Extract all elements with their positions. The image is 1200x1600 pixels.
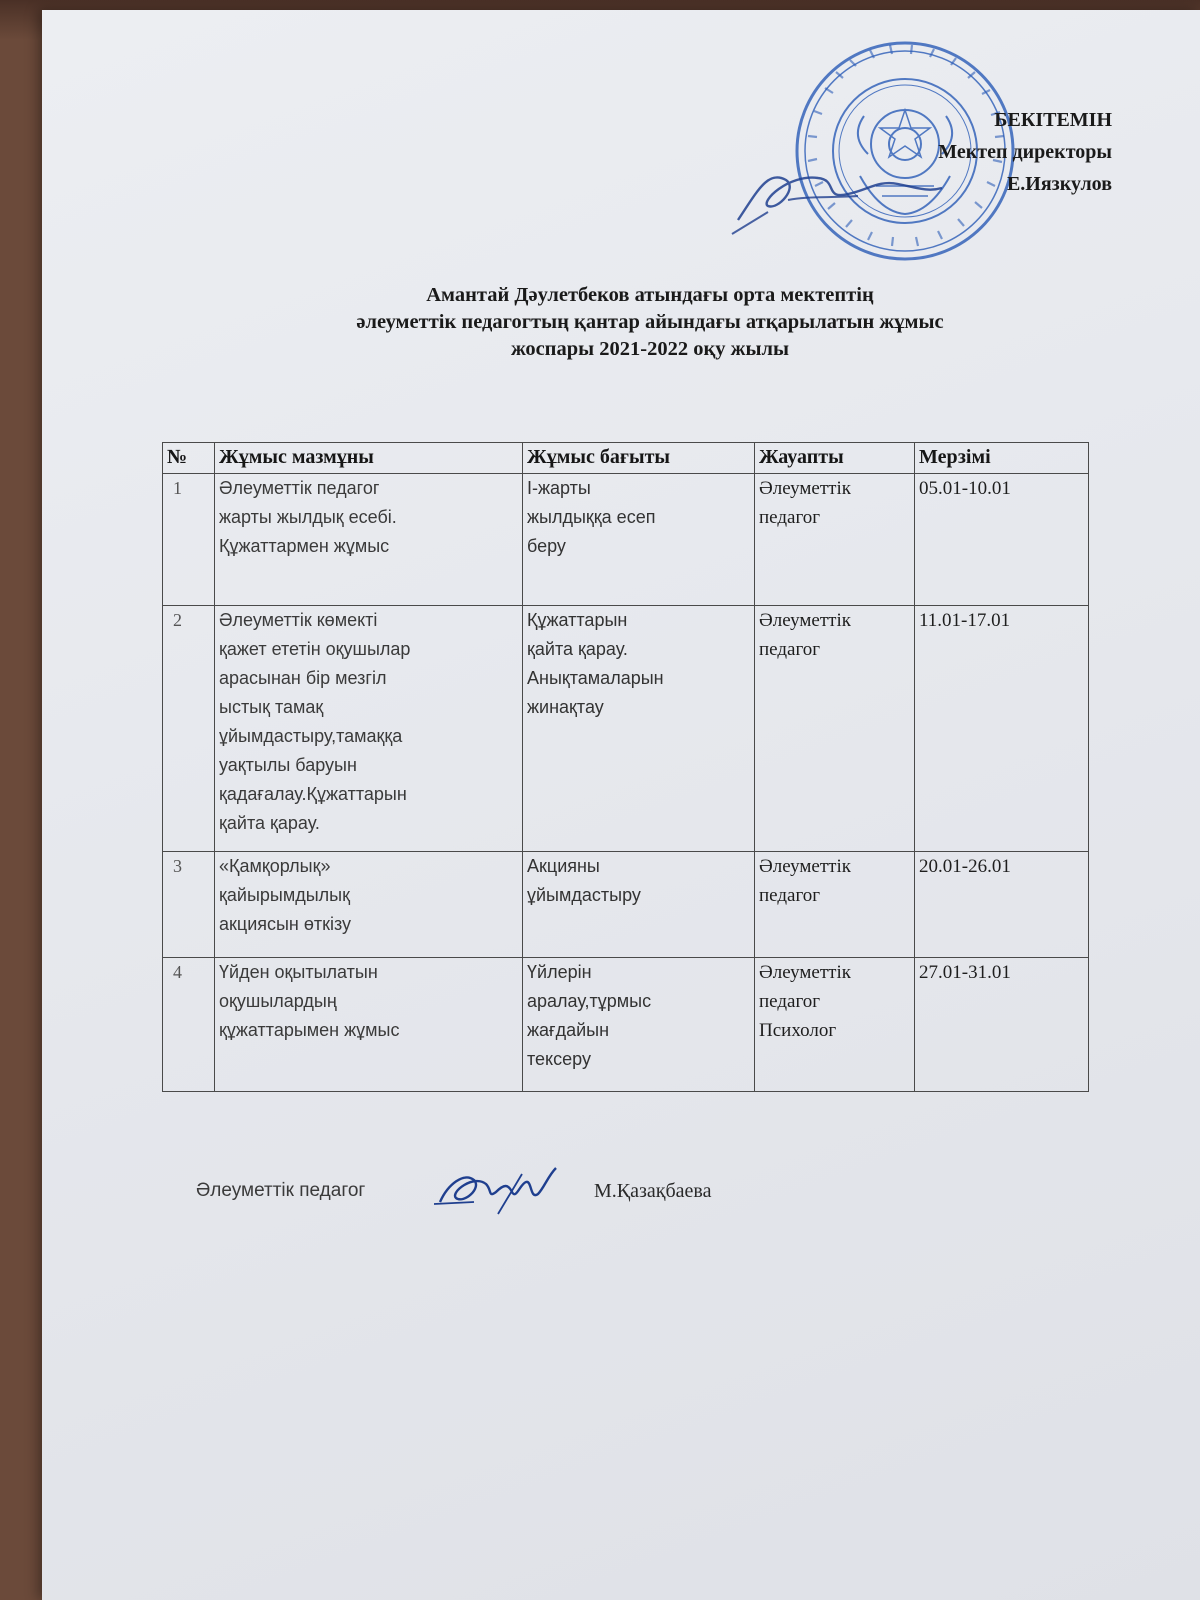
row-responsible (755, 852, 915, 958)
responsible-line: Әлеуметтік (759, 610, 851, 631)
row-direction (523, 852, 755, 958)
row-deadline: 20.01-26.01 (915, 852, 1089, 958)
content-line: Әлеуметтік көмекті (219, 610, 378, 630)
header-responsible: Жауапты (755, 443, 915, 474)
content-line: уақтылы баруын (219, 755, 357, 775)
table-row (163, 606, 1089, 852)
header-content: Жұмыс мазмұны (215, 443, 523, 474)
table-header-row (163, 443, 1089, 474)
responsible-line: Әлеуметтік (759, 962, 851, 983)
content-line: акциясын өткізу (219, 914, 352, 934)
direction-line: ұйымдастыру (527, 885, 641, 905)
direction-line: Акцияны (527, 856, 600, 876)
direction-line: Анықтамаларын (527, 668, 664, 688)
direction-line: аралау,тұрмыс (527, 991, 652, 1011)
content-line: оқушылардың (219, 991, 337, 1011)
header-direction: Жұмыс бағыты (523, 443, 755, 474)
approval-heading: БЕКІТЕМІН (994, 109, 1112, 131)
header-number: № (163, 443, 215, 474)
row-number: 2 (163, 606, 215, 852)
table-row (163, 958, 1089, 1092)
direction-line: Құжаттарын (527, 610, 628, 630)
content-line: қажет ететін оқушылар (219, 639, 411, 659)
content-line: ұйымдастыру,тамаққа (219, 726, 403, 746)
approval-block (832, 104, 1112, 200)
responsible-line: Әлеуметтік (759, 856, 851, 877)
row-content (215, 474, 523, 606)
responsible-line: Әлеуметтік (759, 478, 851, 499)
direction-line: қайта қарау. (527, 639, 628, 659)
row-number: 3 (163, 852, 215, 958)
signer-name: М.Қазақбаева (594, 1180, 712, 1202)
direction-line: беру (527, 536, 566, 556)
row-number: 4 (163, 958, 215, 1092)
content-line: ыстық тамақ (219, 697, 324, 717)
content-line: арасынан бір мезгіл (219, 668, 387, 688)
content-line: құжаттарымен жұмыс (219, 1020, 400, 1040)
row-content (215, 606, 523, 852)
row-responsible (755, 474, 915, 606)
title-line-1: Амантай Дәулетбеков атындағы орта мектептің (426, 284, 874, 306)
content-line: Әлеуметтік педагог (219, 478, 380, 498)
row-deadline: 27.01-31.01 (915, 958, 1089, 1092)
content-line: қайырымдылық (219, 885, 350, 905)
document-title (120, 282, 1180, 363)
row-content (215, 958, 523, 1092)
row-content (215, 852, 523, 958)
row-deadline: 11.01-17.01 (915, 606, 1089, 852)
content-line: Үйден оқытылатын (219, 962, 378, 982)
direction-line: І-жарты (527, 478, 591, 498)
responsible-line: педагог (759, 507, 821, 528)
title-line-3: жоспары 2021-2022 оқу жылы (510, 338, 790, 360)
direction-line: жинақтау (527, 697, 604, 717)
title-line-2: әлеуметтік педагогтың қантар айындағы атқарылатын жұмыс (356, 311, 944, 333)
content-line: қайта қарау. (219, 813, 320, 833)
responsible-line: Психолог (759, 1020, 837, 1041)
content-line: қадағалау.Құжаттарын (219, 784, 407, 804)
responsible-line: педагог (759, 885, 821, 906)
content-line: жарты жылдық есебі. (219, 507, 397, 527)
signer-role: Әлеуметтік педагог (196, 1180, 366, 1201)
row-responsible (755, 606, 915, 852)
direction-line: Үйлерін (527, 962, 592, 982)
pedagogue-signature (434, 1154, 564, 1220)
row-direction (523, 474, 755, 606)
row-direction (523, 958, 755, 1092)
content-line: «Қамқорлық» (219, 856, 331, 876)
row-direction (523, 606, 755, 852)
table-row (163, 474, 1089, 606)
content-line: Құжаттармен жұмыс (219, 536, 390, 556)
signature-footer (196, 1176, 816, 1226)
direction-line: жылдыққа есеп (527, 507, 656, 527)
row-deadline: 05.01-10.01 (915, 474, 1089, 606)
approval-position: Мектеп директоры (938, 141, 1112, 163)
approval-name: Е.Иязкулов (1006, 173, 1112, 195)
header-deadline: Мерзімі (915, 443, 1089, 474)
work-plan-table (162, 442, 1089, 1092)
direction-line: жағдайын (527, 1020, 610, 1040)
direction-line: тексеру (527, 1049, 591, 1069)
responsible-line: педагог (759, 639, 821, 660)
table-row (163, 852, 1089, 958)
responsible-line: педагог (759, 991, 821, 1012)
row-number: 1 (163, 474, 215, 606)
row-responsible (755, 958, 915, 1092)
